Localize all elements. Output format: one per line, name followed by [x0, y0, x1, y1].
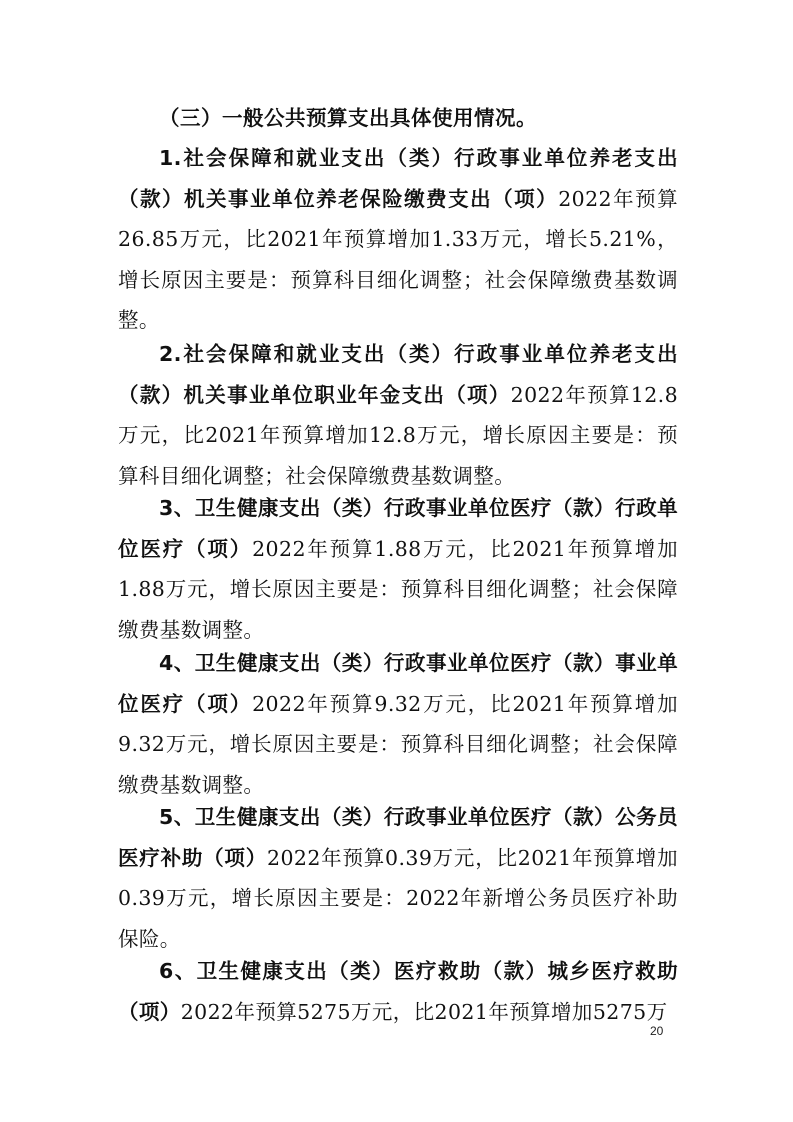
paragraph-3	[118, 488, 678, 650]
section-heading: （三）一般公共预算支出具体使用情况。	[159, 106, 537, 130]
paragraph-4	[118, 643, 678, 805]
paragraph-5-title: 5、卫生健康支出（类）行政事业单位医疗（款）公务员医疗补助（项）	[118, 805, 678, 870]
paragraph-6-title: 6、卫生健康支出（类）医疗救助（款）城乡医疗救助（项）	[118, 959, 678, 1024]
paragraph-6-body: 2022年预算5275万元，比2021年预算增加5275万	[180, 999, 668, 1024]
paragraph-2	[118, 334, 678, 496]
paragraph-1-title: 1.社会保障和就业支出（类）行政事业单位养老支出（款）机关事业单位养老保险缴费支出（项）	[118, 146, 678, 211]
page-number: 20	[650, 1024, 664, 1038]
paragraph-4-body: 2022年预算9.32万元，比2021年预算增加9.32万元，增长原因主要是：预算科目细化调整；社会保障缴费基数调整。	[118, 691, 678, 797]
paragraph-1-body: 2022年预算26.85万元，比2021年预算增加1.33万元，增长5.21%，增长原因主要是：预算科目细化调整；社会保障缴费基数调整。	[118, 186, 678, 332]
paragraph-4-title: 4、卫生健康支出（类）行政事业单位医疗（款）事业单位医疗（项）	[118, 651, 678, 716]
paragraph-2-title: 2.社会保障和就业支出（类）行政事业单位养老支出（款）机关事业单位职业年金支出（项）	[118, 342, 678, 407]
paragraph-5	[118, 797, 678, 959]
paragraph-3-title: 3、卫生健康支出（类）行政事业单位医疗（款）行政单位医疗（项）	[118, 496, 678, 561]
paragraph-1	[118, 138, 678, 341]
paragraph-3-body: 2022年预算1.88万元，比2021年预算增加1.88万元，增长原因主要是：预算科目细化调整；社会保障缴费基数调整。	[118, 536, 678, 642]
paragraph-5-body: 2022年预算0.39万元，比2021年预算增加0.39万元，增长原因主要是：2022年新增公务员医疗补助保险。	[118, 845, 678, 951]
paragraph-2-body: 2022年预算12.8万元，比2021年预算增加12.8万元，增长原因主要是：预算科目细化调整；社会保障缴费基数调整。	[118, 382, 679, 488]
paragraph-6	[118, 951, 678, 1032]
